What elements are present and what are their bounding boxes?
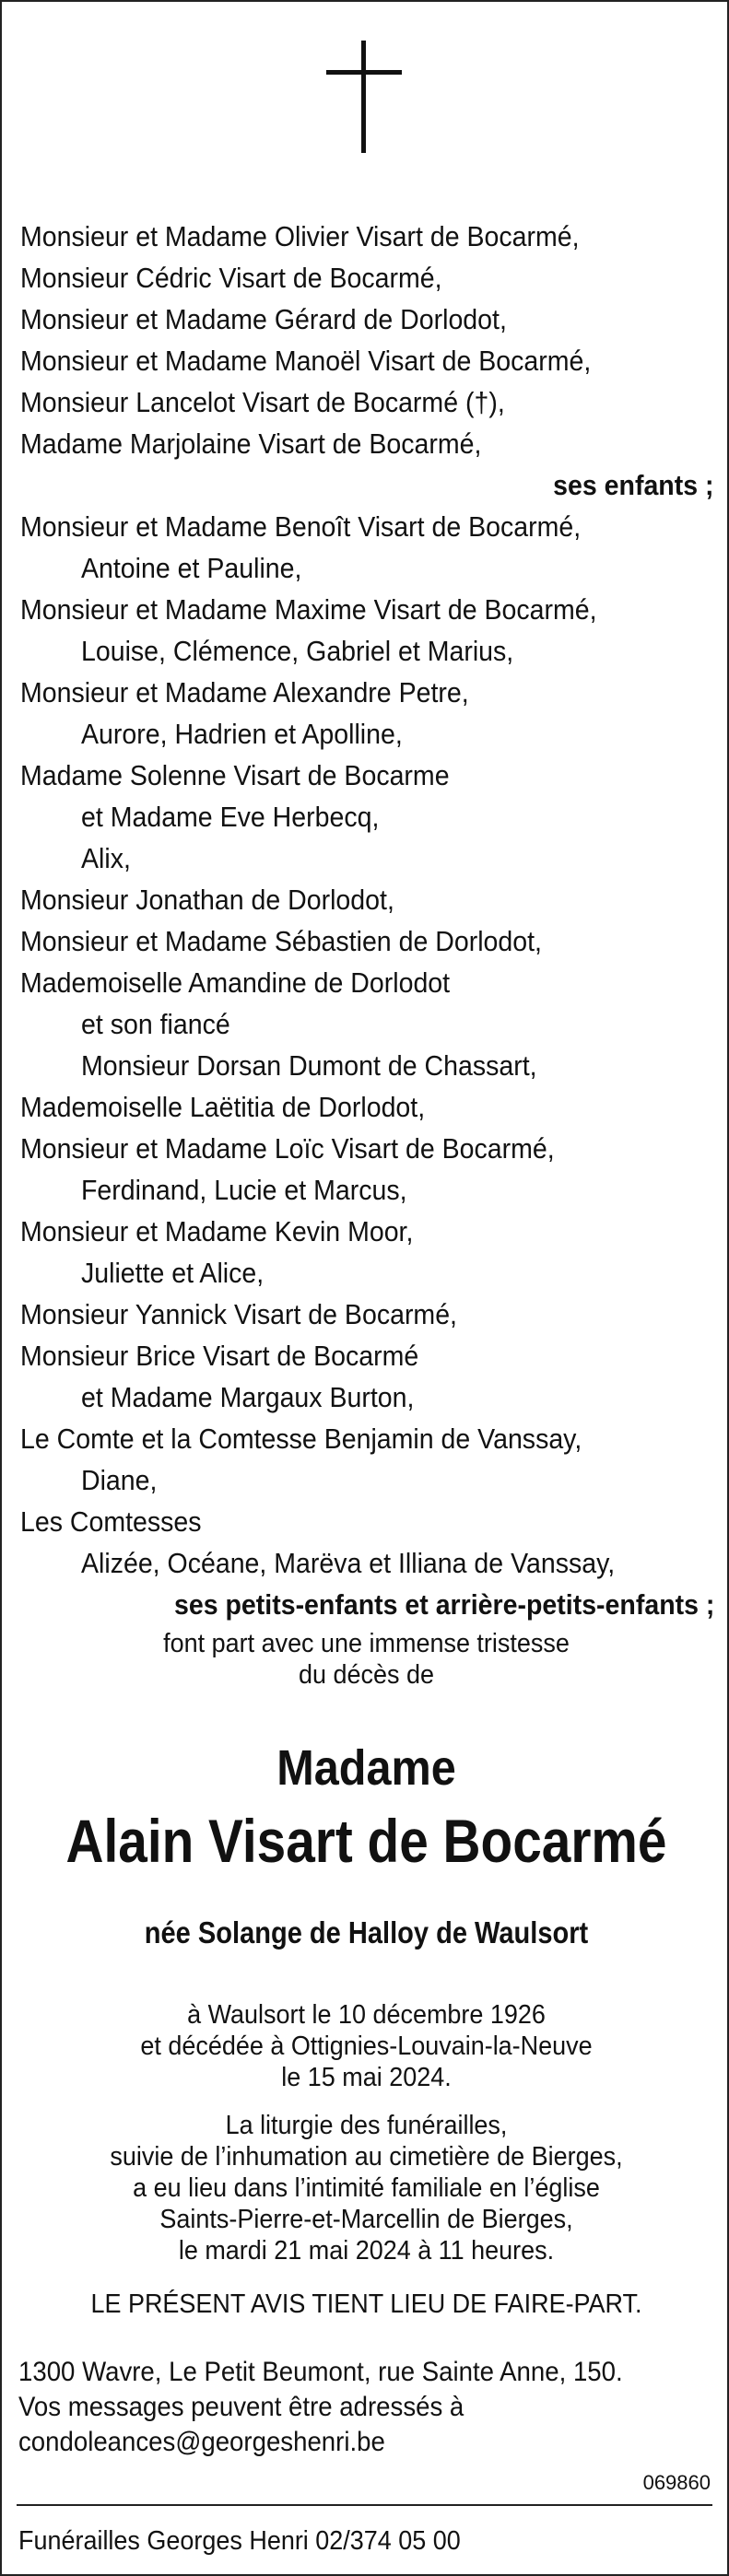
family-line: Monsieur et Madame Kevin Moor, [20, 1215, 414, 1247]
family-line: Monsieur Dorsan Dumont de Chassart, [81, 1049, 537, 1082]
family-line: Monsieur et Madame Manoël Visart de Bocarmé, [20, 345, 592, 377]
family-line: Monsieur Cédric Visart de Bocarmé, [20, 262, 442, 294]
announcement-line-2: du décès de [299, 1660, 434, 1690]
family-line: Monsieur et Madame Maxime Visart de Bocarmé, [20, 593, 597, 626]
deceased-name-text: Alain Visart de Bocarmé [65, 1807, 667, 1875]
family-line: Madame Marjolaine Visart de Bocarmé, [20, 427, 482, 460]
family-line: Alizée, Océane, Marëva et Illiana de Vanssay, [81, 1547, 616, 1579]
dates-line-1: à Waulsort le 10 décembre 1926 [187, 2000, 546, 2030]
family-line: Monsieur Brice Visart de Bocarmé [20, 1340, 419, 1372]
family-line: Monsieur et Madame Loïc Visart de Bocarmé, [20, 1132, 555, 1165]
family-line: Antoine et Pauline, [81, 552, 302, 584]
address-line-2: Vos messages peuvent être adressés à [18, 2392, 464, 2422]
liturgy-line-4: Saints-Pierre-et-Marcellin de Bierges, [159, 2205, 573, 2234]
deceased-title-text: Madame [276, 1740, 456, 1796]
notice [2, 2289, 729, 2320]
reference-number: 069860 [642, 2471, 711, 2494]
family-line: Monsieur Lancelot Visart de Bocarmé (†), [20, 386, 505, 418]
liturgy-line-2: suivie de l’inhumation au cimetière de Bierges, [110, 2142, 623, 2172]
family-line: Juliette et Alice, [81, 1257, 265, 1289]
birth-name-text: née Solange de Halloy de Waulsort [144, 1915, 589, 1950]
deceased-name [2, 1806, 729, 1876]
family-line: Le Comte et la Comtesse Benjamin de Vanssay, [20, 1423, 582, 1455]
liturgy-line-5: le mardi 21 mai 2024 à 11 heures. [178, 2236, 555, 2266]
dates-line-2: et décédée à Ottignies-Louvain-la-Neuve [140, 2032, 593, 2061]
family-line: et son fiancé [81, 1008, 230, 1040]
notice-text: LE PRÉSENT AVIS TIENT LIEU DE FAIRE-PART. [90, 2289, 642, 2319]
family-line: Monsieur et Madame Olivier Visart de Bocarmé, [20, 220, 580, 252]
family-line: Ferdinand, Lucie et Marcus, [81, 1174, 407, 1206]
family-line: Monsieur Jonathan de Dorlodot, [20, 884, 394, 916]
email-link[interactable]: condoleances@georgeshenri.be [18, 2427, 385, 2457]
family-line: Diane, [81, 1464, 158, 1496]
liturgy-line-3: a eu lieu dans l’intimité familiale en l’église [133, 2173, 600, 2203]
family-group-label: ses enfants ; [553, 469, 714, 501]
announcement [2, 1628, 729, 1691]
family-line: Alix, [81, 842, 131, 874]
family-line: Louise, Clémence, Gabriel et Marius, [81, 635, 514, 667]
dates-block [2, 1999, 729, 2093]
family-line: Les Comtesses [20, 1505, 202, 1538]
dates-line-3: le 15 mai 2024. [281, 2063, 452, 2092]
family-line: et Madame Margaux Burton, [81, 1381, 415, 1413]
announcement-line-1: font part avec une immense tristesse [163, 1629, 570, 1658]
family-line: Mademoiselle Laëtitia de Dorlodot, [20, 1091, 426, 1123]
family-line: Monsieur Yannick Visart de Bocarmé, [20, 1298, 457, 1330]
family-group-label: ses petits-enfants et arrière-petits-enfants ; [173, 1588, 714, 1621]
birth-name [2, 1914, 729, 1951]
footer-funeral-home: Funérailles Georges Henri 02/374 05 00 [18, 2526, 461, 2556]
cross-icon [326, 41, 402, 153]
divider [17, 2504, 712, 2506]
family-line: Mademoiselle Amandine de Dorlodot [20, 966, 451, 999]
liturgy-block [2, 2110, 729, 2266]
family-line: Madame Solenne Visart de Bocarme [20, 759, 450, 791]
family-line: Aurore, Hadrien et Apolline, [81, 718, 403, 750]
family-line: Monsieur et Madame Benoît Visart de Bocarmé, [20, 510, 582, 543]
family-line: Monsieur et Madame Sébastien de Dorlodot, [20, 925, 542, 957]
address-line-1: 1300 Wavre, Le Petit Beumont, rue Sainte Anne, 150. [18, 2357, 623, 2387]
family-line: et Madame Eve Herbecq, [81, 801, 380, 833]
liturgy-line-1: La liturgie des funérailles, [225, 2111, 508, 2140]
family-line: Monsieur et Madame Alexandre Petre, [20, 676, 469, 708]
family-line: Monsieur et Madame Gérard de Dorlodot, [20, 303, 507, 335]
deceased-title [2, 1739, 729, 1797]
